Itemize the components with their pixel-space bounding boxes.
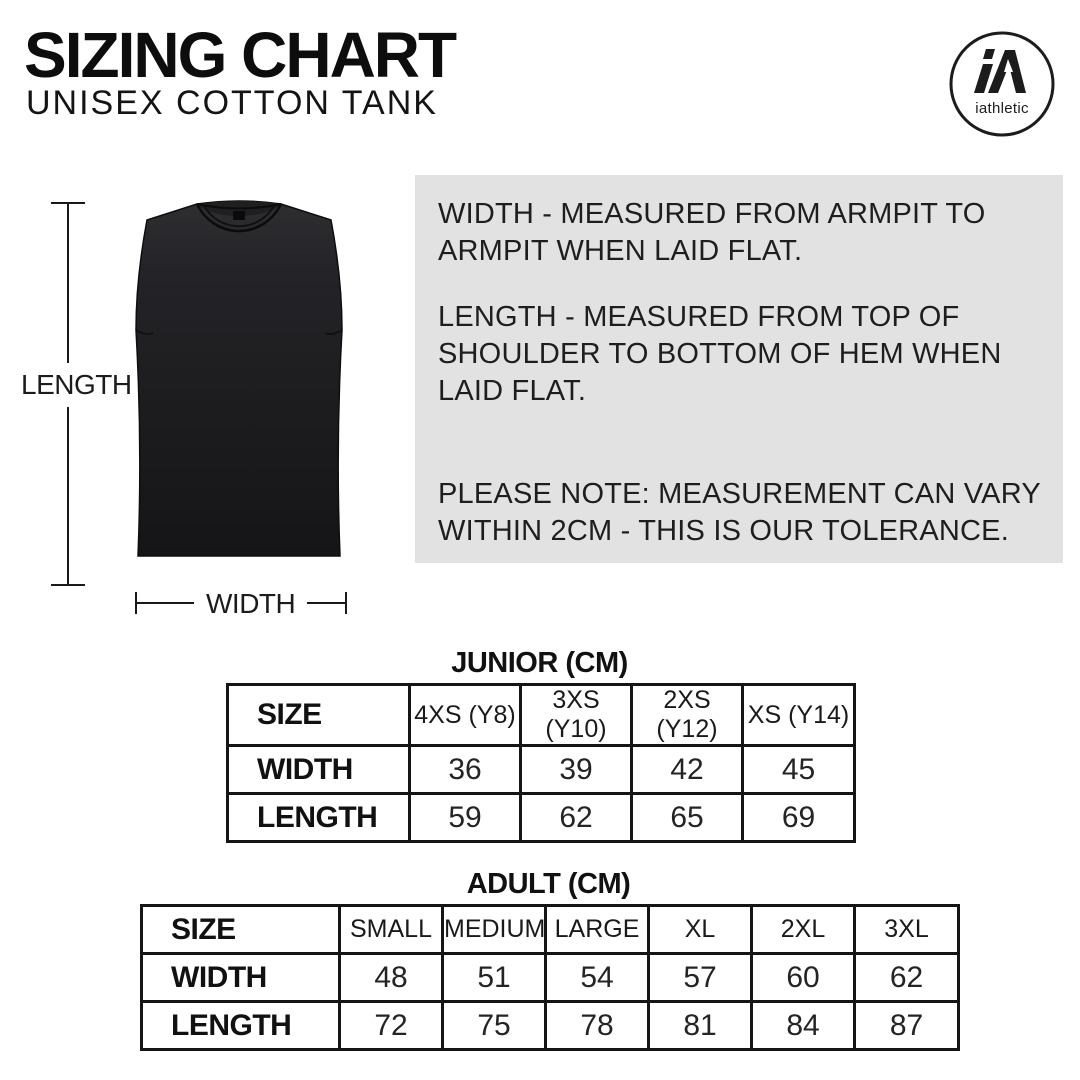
adult-size-table — [140, 904, 960, 1051]
adult-header-row — [142, 906, 959, 954]
adult-length-value: 75 — [443, 1002, 546, 1050]
junior-length-value: 65 — [632, 794, 743, 842]
adult-width-value: 60 — [752, 954, 855, 1002]
length-label: LENGTH — [18, 363, 135, 407]
adult-width-value: 51 — [443, 954, 546, 1002]
adult-width-value: 54 — [546, 954, 649, 1002]
adult-width-label: WIDTH — [142, 954, 340, 1002]
adult-length-value: 81 — [649, 1002, 752, 1050]
adult-length-value: 78 — [546, 1002, 649, 1050]
junior-width-value: 36 — [410, 746, 521, 794]
length-note — [438, 299, 1053, 410]
length-note-line: LAID FLAT. — [438, 375, 587, 407]
width-note-line: ARMPIT WHEN LAID FLAT. — [438, 235, 803, 267]
junior-width-label: WIDTH — [228, 746, 410, 794]
adult-size-header: SIZE — [142, 906, 340, 954]
brand-logo — [946, 28, 1058, 140]
adult-col-medium: MEDIUM — [443, 906, 546, 954]
adult-width-value: 57 — [649, 954, 752, 1002]
adult-col-2xl: 2XL — [752, 906, 855, 954]
tolerance-note-line: WITHIN 2CM - THIS IS OUR TOLERANCE. — [438, 515, 1009, 547]
tolerance-note — [438, 476, 1053, 550]
junior-size-header: SIZE — [228, 685, 410, 746]
tank-top-illustration — [133, 196, 345, 567]
adult-length-row — [142, 1002, 959, 1050]
tank-top-icon — [133, 196, 345, 562]
junior-col-2xs: 2XS (Y12) — [632, 685, 743, 746]
junior-length-value: 62 — [521, 794, 632, 842]
width-note-line: WIDTH - MEASURED FROM ARMPIT TO — [438, 198, 986, 230]
junior-length-row — [228, 794, 855, 842]
width-note — [438, 196, 1053, 270]
junior-col-xs: XS (Y14) — [743, 685, 855, 746]
width-dimension-cap-left — [135, 592, 137, 614]
junior-length-label: LENGTH — [228, 794, 410, 842]
adult-col-large: LARGE — [546, 906, 649, 954]
length-dimension-cap-bottom — [51, 584, 85, 586]
adult-col-3xl: 3XL — [855, 906, 959, 954]
junior-width-value: 39 — [521, 746, 632, 794]
adult-col-xl: XL — [649, 906, 752, 954]
tolerance-note-line: PLEASE NOTE: MEASUREMENT CAN VARY — [438, 478, 1041, 510]
junior-width-row — [228, 746, 855, 794]
junior-width-value: 42 — [632, 746, 743, 794]
junior-size-table — [226, 683, 856, 843]
adult-table-title: ADULT (CM) — [466, 868, 631, 900]
junior-header-row — [228, 685, 855, 746]
logo-brand-text: iathletic — [975, 100, 1029, 117]
adult-col-small: SMALL — [340, 906, 443, 954]
junior-length-value: 59 — [410, 794, 521, 842]
page-subtitle: UNISEX COTTON TANK — [26, 84, 438, 122]
page-title: SIZING CHART — [24, 19, 456, 91]
length-dimension-cap-top — [51, 202, 85, 204]
length-note-line: SHOULDER TO BOTTOM OF HEM WHEN — [438, 338, 1002, 370]
adult-length-label: LENGTH — [142, 1002, 340, 1050]
junior-table-title: JUNIOR (CM) — [451, 647, 628, 679]
junior-width-value: 45 — [743, 746, 855, 794]
iathletic-logo-icon — [946, 28, 1058, 140]
width-label: WIDTH — [194, 586, 307, 622]
junior-length-value: 69 — [743, 794, 855, 842]
adult-width-row — [142, 954, 959, 1002]
adult-width-value: 62 — [855, 954, 959, 1002]
length-note-line: LENGTH - MEASURED FROM TOP OF — [438, 301, 960, 333]
width-dimension-cap-right — [345, 592, 347, 614]
adult-width-value: 48 — [340, 954, 443, 1002]
adult-length-value: 84 — [752, 1002, 855, 1050]
adult-length-value: 72 — [340, 1002, 443, 1050]
junior-col-4xs: 4XS (Y8) — [410, 685, 521, 746]
adult-length-value: 87 — [855, 1002, 959, 1050]
measurement-info-box — [415, 175, 1063, 563]
junior-col-3xs: 3XS (Y10) — [521, 685, 632, 746]
